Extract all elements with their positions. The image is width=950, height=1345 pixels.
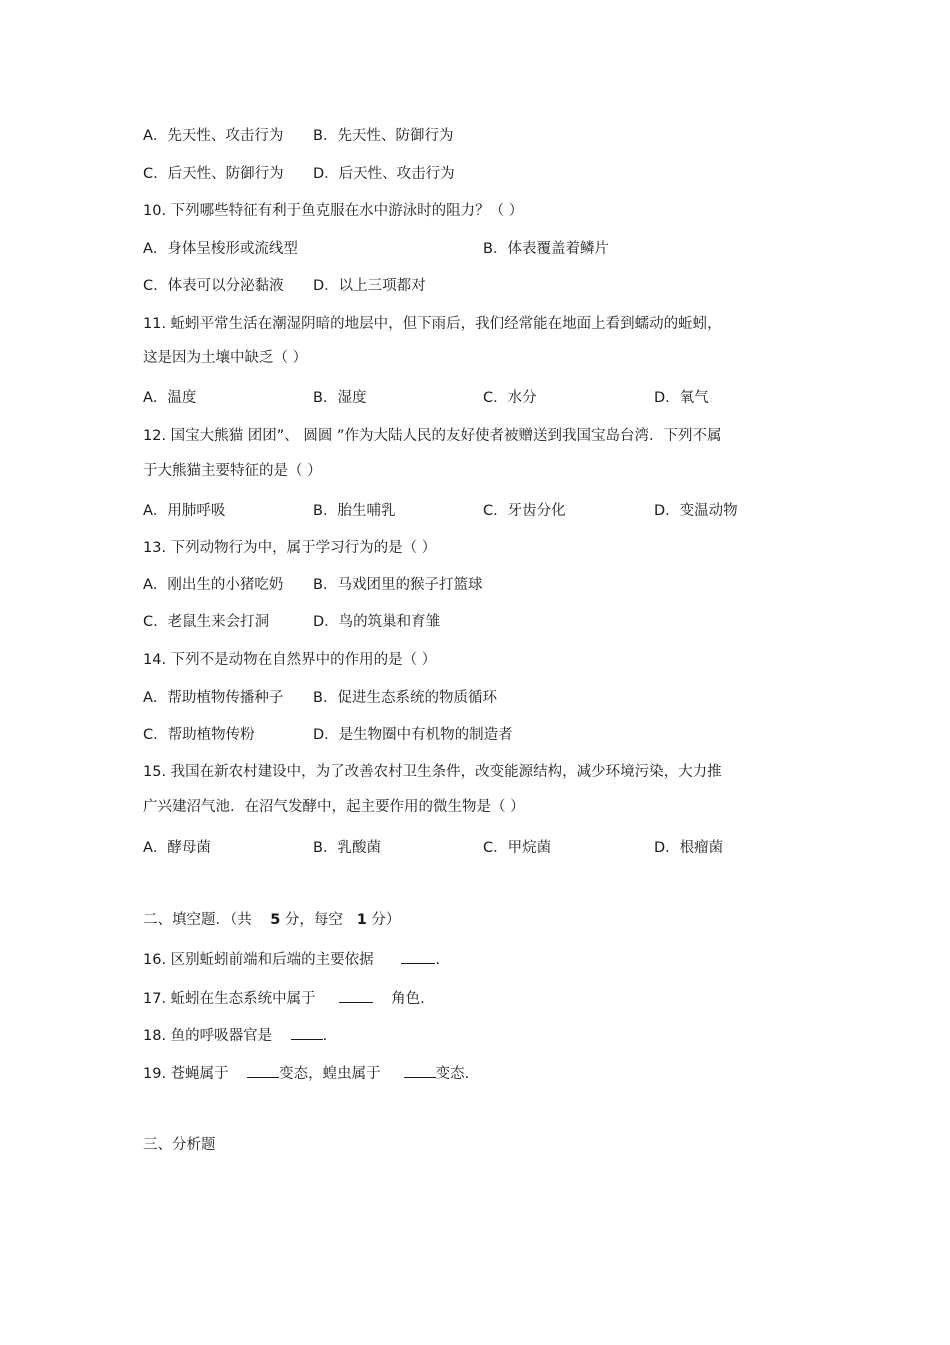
q16 [143,949,440,969]
section2-per-blank: 1 [356,912,367,928]
q14-option-b: B．促进生态系统的物质循环 [313,690,497,706]
q13-option-d: D．鸟的筑巢和育雏 [313,614,441,630]
q9-option-d: D．后天性、攻击行为 [313,166,455,182]
q19-blank-2 [404,1063,436,1078]
q14-stem: 14. 下列不是动物在自然界中的作用的是（ ） [143,652,437,668]
q12-option-b: B．胎生哺乳 [313,503,396,519]
q18-tail: . [322,1028,328,1044]
q14-option-c: C．帮助植物传粉 [143,727,255,743]
q19-text2: 变态，蝗虫属于 [279,1066,381,1082]
q11-option-a: A．温度 [143,390,197,406]
q15-option-c: C．甲烷菌 [483,840,552,856]
q9-option-c: C．后天性、防御行为 [143,166,284,182]
q17-text: 17. 蚯蚓在生态系统中属于 [143,991,316,1007]
q13-option-b: B．马戏团里的猴子打篮球 [313,577,483,593]
q19-blank-1 [247,1063,279,1078]
q10-stem: 10. 下列哪些特征有利于鱼克服在水中游泳时的阻力？（ ） [143,203,524,219]
q18-text: 18. 鱼的呼吸器官是 [143,1028,273,1044]
q13-stem: 13. 下列动物行为中，属于学习行为的是（ ） [143,540,437,556]
q17-blank [339,988,373,1003]
q10-option-d: D．以上三项都对 [313,278,426,294]
q11-stem-line2: 这是因为土壤中缺乏（ ） [143,350,308,366]
q16-text: 16. 区别蚯蚓前端和后端的主要依据 [143,952,374,968]
q15-option-b: B．乳酸菌 [313,840,381,856]
q11-option-c: C．水分 [483,390,537,406]
q18 [143,1025,327,1045]
section3-heading: 三、分析题 [143,1137,216,1153]
section2-title-pre: 二、填空题．（共 [143,912,252,928]
q11-option-b: B．湿度 [313,390,367,406]
q14-option-a: A．帮助植物传播种子 [143,690,284,706]
q17-tail: 角色. [391,991,425,1007]
section2-title-mid: 分，每空 [284,912,343,928]
q12-option-d: D．变温动物 [654,503,738,519]
q12-stem-line1: 12. 国宝大熊猫 团团”、 圆圆 ”作为大陆人民的友好使者被赠送到我国宝岛台湾．下列不属 [143,428,722,444]
q17 [143,988,425,1008]
section2-heading [143,910,400,930]
q11-stem-line1: 11. 蚯蚓平常生活在潮湿阴暗的地层中，但下雨后，我们经常能在地面上看到蠕动的蚯蚓， [143,316,722,332]
q15-stem-line2: 广兴建沼气池．在沼气发酵中，起主要作用的微生物是（ ） [143,799,525,815]
q10-option-c: C．体表可以分泌黏液 [143,278,284,294]
q11-option-d: D．氧气 [654,390,709,406]
q15-option-a: A．酵母菌 [143,840,211,856]
q16-tail: . [435,952,440,968]
q13-option-c: C．老鼠生来会打洞 [143,614,270,630]
q10-option-b: B．体表覆盖着鳞片 [483,241,609,257]
q12-option-a: A．用肺呼吸 [143,503,226,519]
q19-text1: 19. 苍蝇属于 [143,1066,229,1082]
q19 [143,1063,469,1083]
q16-blank [401,949,435,964]
q9-option-a: A．先天性、攻击行为 [143,128,284,144]
q9-option-b: B．先天性、防御行为 [313,128,454,144]
q15-option-d: D．根瘤菌 [654,840,724,856]
q18-blank [291,1025,323,1040]
q14-option-d: D．是生物圈中有机物的制造者 [313,727,513,743]
q12-option-c: C．牙齿分化 [483,503,566,519]
section2-title-post: 分） [371,912,401,928]
q19-text3: 变态. [435,1066,470,1082]
q12-stem-line2: 于大熊猫主要特征的是（ ） [143,463,322,479]
q10-option-a: A．身体呈梭形或流线型 [143,241,298,257]
section2-score: 5 [270,912,281,928]
q15-stem-line1: 15. 我国在新农村建设中，为了改善农村卫生条件，改变能源结构，减少环境污染，大力推 [143,764,722,780]
q13-option-a: A．刚出生的小猪吃奶 [143,577,284,593]
